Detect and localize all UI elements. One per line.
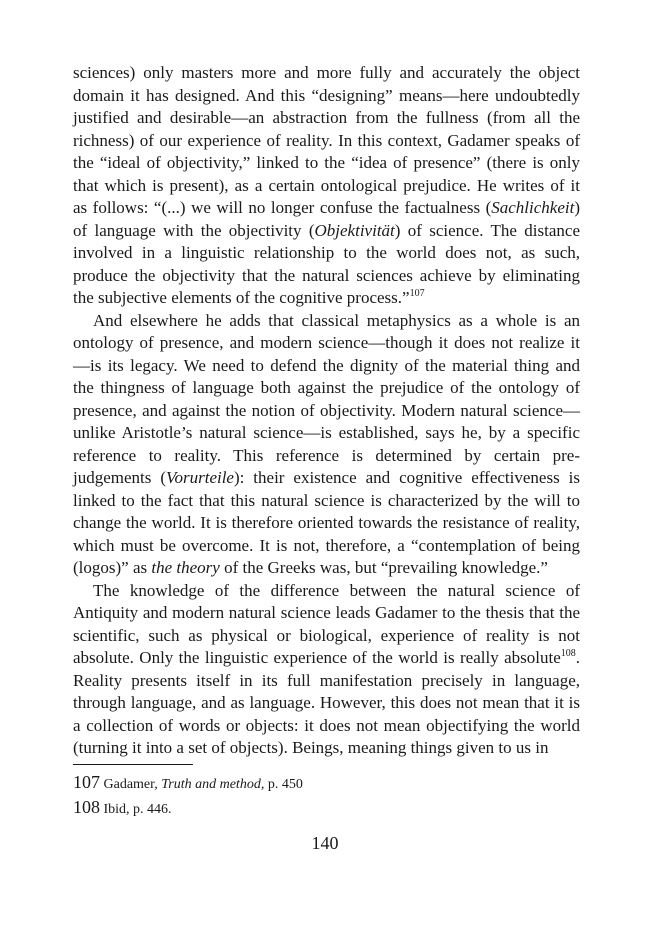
text-run: that which is present), as a certain ontological prejudice. He writes of it xyxy=(73,175,580,195)
text-line xyxy=(73,107,580,130)
paragraph xyxy=(73,62,580,310)
text-run: ontology of presence, and modern science—though it does not realize it xyxy=(73,333,580,352)
text-run: domain it has designed. And this “designing” means—here undoubtedly xyxy=(73,85,580,105)
text-line xyxy=(73,220,580,243)
page-number: 140 xyxy=(311,833,339,853)
text-line xyxy=(73,625,580,648)
italic-text: Truth and method, xyxy=(161,777,265,792)
footnote xyxy=(73,770,580,795)
text-run: Ibid, p. 446. xyxy=(100,802,172,817)
text-line xyxy=(73,377,580,400)
text-run: involved in a linguistic relationship to the world does not, as such, xyxy=(73,243,580,262)
text-run: the thingness of language both against the prejudice of the ontology of xyxy=(73,378,580,397)
text-run: —is its legacy. We need to defend the dignity of the material thing and xyxy=(73,355,580,375)
text-line xyxy=(73,175,580,198)
text-line xyxy=(73,422,580,445)
text-run: of the Greeks was, but “prevailing knowledge.” xyxy=(219,558,548,577)
text-line xyxy=(73,85,580,108)
text-run: as follows: “(...) we will no longer confuse the factualness ( xyxy=(73,198,492,217)
text-line xyxy=(73,715,580,738)
text-run: ): their existence and cognitive effectiveness is xyxy=(233,468,580,487)
text-run: p. 450 xyxy=(264,777,303,792)
text-line xyxy=(73,355,580,378)
text-run: through language, and as language. However, this does not mean that it is xyxy=(73,693,580,712)
text-run: ) of science. The distance xyxy=(394,220,580,240)
text-line xyxy=(73,512,580,535)
text-line xyxy=(73,332,580,355)
footnote-number: 107 xyxy=(73,772,100,792)
text-line xyxy=(73,62,580,85)
text-line xyxy=(73,152,580,175)
text-run: Antiquity and modern natural science leads Gadamer to the thesis that the xyxy=(73,603,580,622)
text-run: the subjective elements of the cognitive process.” xyxy=(73,288,410,307)
italic-text: Objektivität xyxy=(314,220,395,240)
footnote-reference: 108 xyxy=(560,648,576,659)
text-line xyxy=(73,670,580,693)
text-run: produce the objectivity that the natural sciences achieve by eliminating xyxy=(73,265,580,285)
text-line xyxy=(73,310,580,333)
italic-text: the theory xyxy=(151,558,220,577)
text-run: (turning it into a set of objects). Beings, meaning things given to us in xyxy=(73,738,549,757)
text-line xyxy=(73,602,580,625)
footnote-reference: 107 xyxy=(409,288,425,299)
text-line xyxy=(73,737,580,760)
text-run: scientific, such as physical or biological, experience of reality is not xyxy=(73,625,580,645)
text-run: unlike Aristotle’s natural science—is established, says he, by a specific xyxy=(73,423,580,442)
paragraph xyxy=(73,310,580,580)
text-run: And elsewhere he adds that classical metaphysics as a whole is an xyxy=(93,310,580,330)
text-line xyxy=(73,287,580,310)
text-line xyxy=(73,400,580,423)
footnote-number: 108 xyxy=(73,797,100,817)
text-run: justified and desirable—an abstraction from the fullness (from all the xyxy=(73,108,580,127)
text-run: sciences) only masters more and more fully and accurately the object xyxy=(73,63,580,82)
text-run: presence, and against the notion of objectivity. Modern natural science— xyxy=(73,400,580,420)
text-line xyxy=(73,467,580,490)
text-run: . xyxy=(575,648,580,667)
text-run: linked to the fact that this natural science is characterized by the will to xyxy=(73,490,580,510)
text-line xyxy=(73,647,580,670)
text-run: (logos)” as xyxy=(73,558,152,577)
text-run: Gadamer, xyxy=(100,777,162,792)
body-text xyxy=(73,62,580,760)
text-run: The knowledge of the difference between the natural science of xyxy=(93,580,580,600)
paragraph xyxy=(73,580,580,760)
text-run: which must be overcome. It is not, therefore, a “contemplation of being xyxy=(73,535,580,555)
footnotes xyxy=(73,770,580,820)
text-line xyxy=(73,557,580,580)
italic-text: Vorurteile xyxy=(165,468,234,487)
footnote xyxy=(73,795,580,820)
text-line xyxy=(73,445,580,468)
text-run: Reality presents itself in its full manifestation precisely in language, xyxy=(73,670,580,690)
text-run: of language with the objectivity ( xyxy=(73,220,315,240)
footnote-separator xyxy=(73,764,193,765)
text-run: judgements ( xyxy=(73,468,166,487)
text-run: change the world. It is therefore oriented towards the resistance of reality, xyxy=(73,513,580,532)
text-run: richness) of our experience of reality. In this context, Gadamer speaks of xyxy=(73,130,580,150)
text-line xyxy=(73,490,580,513)
text-line xyxy=(73,242,580,265)
italic-text: Sachlichkeit xyxy=(491,198,575,217)
text-line xyxy=(73,535,580,558)
text-run: reference to reality. This reference is determined by certain pre- xyxy=(73,445,580,465)
text-line xyxy=(73,692,580,715)
text-line xyxy=(73,580,580,603)
text-run: the “ideal of objectivity,” linked to the “idea of presence” (there is only xyxy=(73,153,580,172)
text-line xyxy=(73,130,580,153)
text-run: absolute. Only the linguistic experience of the world is really absolute xyxy=(73,648,561,667)
text-line xyxy=(73,265,580,288)
text-line xyxy=(73,197,580,220)
text-run: a collection of words or objects: it does not mean objectifying the world xyxy=(73,715,580,735)
text-run: ) xyxy=(574,198,580,217)
